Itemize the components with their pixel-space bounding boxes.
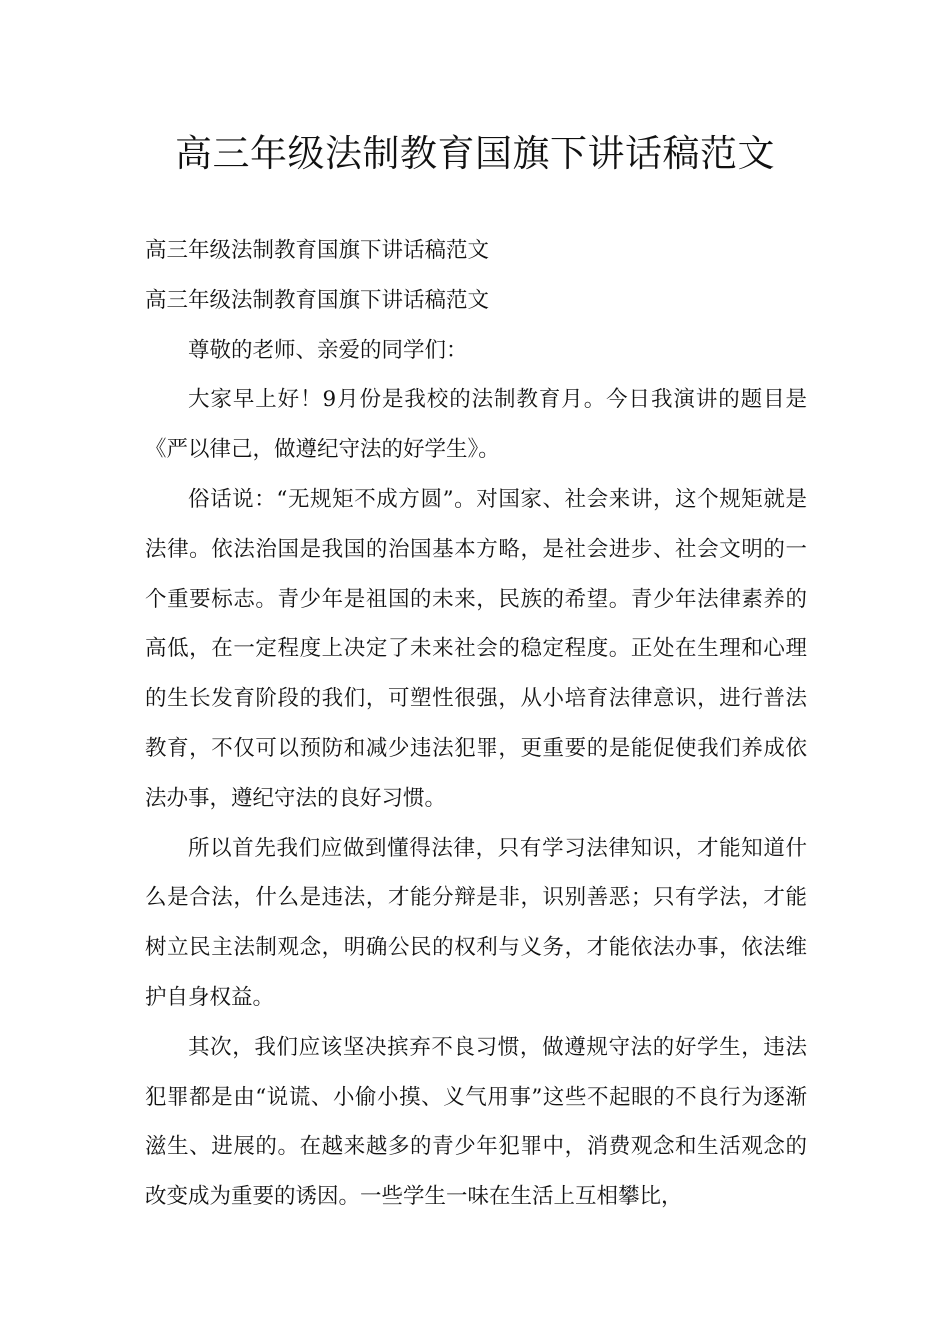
paragraph-rules-and-law: 俗话说：“无规矩不成方圆”。对国家、社会来讲，这个规矩就是法律。依法治国是我国的治国基本方略，是社会进步、社会文明的一个重要标志。青少年是祖国的未来，民族的希望。青少年法律素养的高低，在一定程度上决定了未来社会的稳定程度。正处在生理和心理的生长发育阶段的我们，可塑性很强，从小培育法律意识，进行普法教育，不仅可以预防和减少违法犯罪，更重要的是能促使我们养成依法办事，遵纪守法的良好习惯。 — [145, 486, 807, 811]
salutation: 尊敬的老师、亲爱的同学们： — [188, 337, 468, 363]
document-title: 高三年级法制教育国旗下讲话稿范文 — [175, 132, 775, 175]
document-subtitle-repeat: 高三年级法制教育国旗下讲话稿范文 — [145, 287, 490, 313]
document-subtitle: 高三年级法制教育国旗下讲话稿范文 — [145, 238, 490, 263]
paragraph-greeting: 大家早上好！9月份是我校的法制教育月。今日我演讲的题目是《严以律己，做遵纪守法的好学生》。 — [145, 387, 807, 463]
paragraph-abandon-bad-habits: 其次，我们应该坚决摈弃不良习惯，做遵规守法的好学生，违法犯罪都是由“说谎、小偷小摸、义气用事”这些不起眼的不良行为逐渐滋生、进展的。在越来越多的青少年犯罪中，消费观念和生活观念的改变成为重要的诱因。一些学生一味在生活上互相攀比， — [145, 1034, 807, 1210]
document-body — [145, 226, 807, 1222]
paragraph-learn-law: 所以首先我们应做到懂得法律，只有学习法律知识，才能知道什么是合法，什么是违法，才能分辩是非，识别善恶；只有学法，才能树立民主法制观念，明确公民的权利与义务，才能依法办事，依法维护自身权益。 — [145, 835, 807, 1010]
